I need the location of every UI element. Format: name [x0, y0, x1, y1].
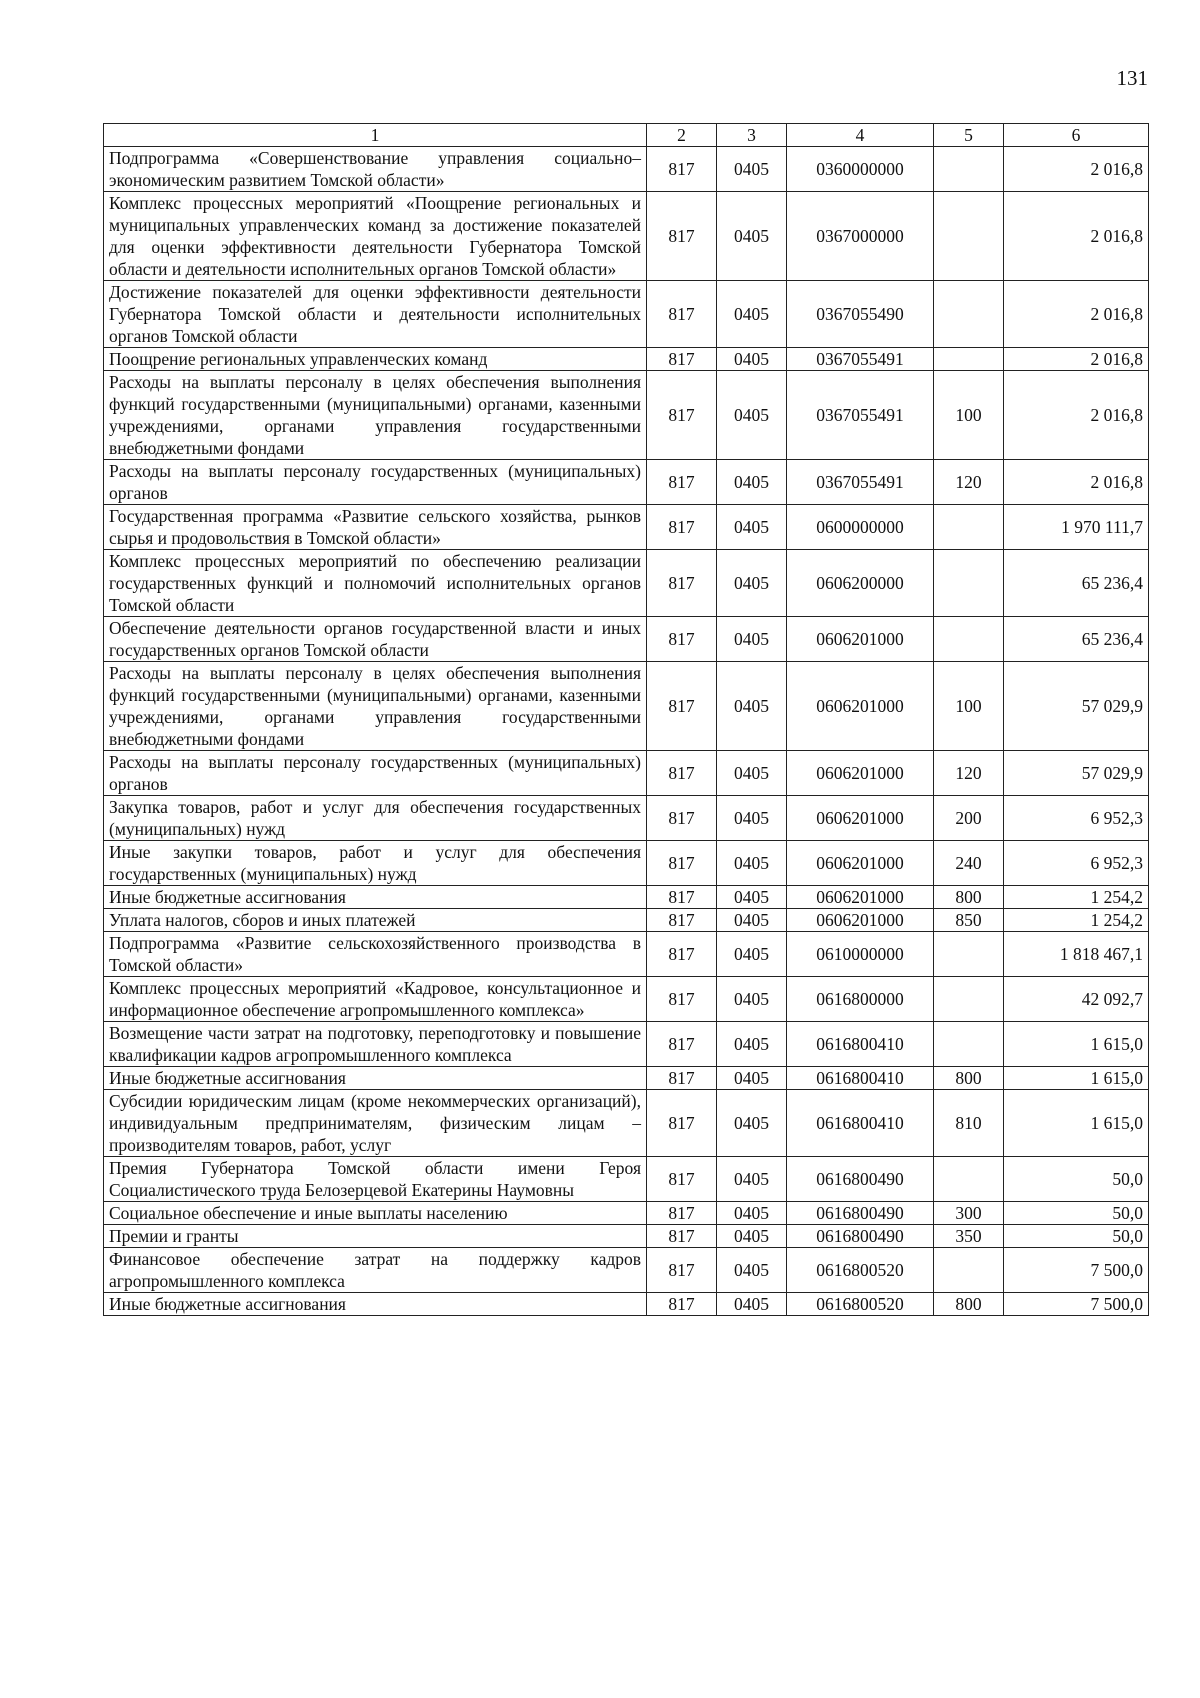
- ved-code-cell: 817: [647, 505, 717, 550]
- amount-cell: 50,0: [1004, 1225, 1149, 1248]
- table-body: [104, 147, 1149, 1316]
- amount-cell: 2 016,8: [1004, 348, 1149, 371]
- expense-type-cell: 120: [934, 751, 1004, 796]
- target-code-cell: 0606201000: [787, 909, 934, 932]
- budget-table: [103, 123, 1149, 1316]
- row-name-cell: Уплата налогов, сборов и иных платежей: [104, 909, 647, 932]
- row-name-cell: Закупка товаров, работ и услуг для обеспечения государственных (муниципальных) нужд: [104, 796, 647, 841]
- row-name-cell: Иные бюджетные ассигнования: [104, 1067, 647, 1090]
- row-name-cell: Премии и гранты: [104, 1225, 647, 1248]
- column-header: 5: [934, 124, 1004, 147]
- ved-code-cell: 817: [647, 1022, 717, 1067]
- ved-code-cell: 817: [647, 550, 717, 617]
- row-name-cell: Подпрограмма «Совершенствование управления социально–экономическим развитием Томской области»: [104, 147, 647, 192]
- section-code-cell: 0405: [717, 841, 787, 886]
- amount-cell: 7 500,0: [1004, 1248, 1149, 1293]
- table-row: [104, 886, 1149, 909]
- row-name-cell: Субсидии юридическим лицам (кроме некоммерческих организаций), индивидуальным предпринимателям, физическим лицам – производителям товаров, работ, услуг: [104, 1090, 647, 1157]
- target-code-cell: 0616800490: [787, 1202, 934, 1225]
- table-row: [104, 1248, 1149, 1293]
- amount-cell: 2 016,8: [1004, 192, 1149, 281]
- column-header: 6: [1004, 124, 1149, 147]
- ved-code-cell: 817: [647, 932, 717, 977]
- row-name-cell: Расходы на выплаты персоналу государственных (муниципальных) органов: [104, 751, 647, 796]
- header-row: [104, 124, 1149, 147]
- ved-code-cell: 817: [647, 460, 717, 505]
- table-row: [104, 796, 1149, 841]
- expense-type-cell: [934, 1248, 1004, 1293]
- row-name-cell: Достижение показателей для оценки эффективности деятельности Губернатора Томской области и деятельности исполнительных органов Томской области: [104, 281, 647, 348]
- expense-type-cell: 810: [934, 1090, 1004, 1157]
- section-code-cell: 0405: [717, 1293, 787, 1316]
- column-header: 3: [717, 124, 787, 147]
- page-number: 131: [1116, 66, 1148, 90]
- section-code-cell: 0405: [717, 977, 787, 1022]
- table-row: [104, 909, 1149, 932]
- amount-cell: 2 016,8: [1004, 281, 1149, 348]
- table-row: [104, 932, 1149, 977]
- amount-cell: 1 254,2: [1004, 886, 1149, 909]
- target-code-cell: 0606201000: [787, 751, 934, 796]
- expense-type-cell: [934, 281, 1004, 348]
- amount-cell: 6 952,3: [1004, 796, 1149, 841]
- table-row: [104, 1090, 1149, 1157]
- amount-cell: 1 254,2: [1004, 909, 1149, 932]
- row-name-cell: Комплекс процессных мероприятий «Поощрение региональных и муниципальных управленческих команд за достижение показателей для оценки эффективности деятельности Губернатора Томской области и деятельности исполнительных органов Томской области»: [104, 192, 647, 281]
- expense-type-cell: 100: [934, 371, 1004, 460]
- amount-cell: 1 615,0: [1004, 1022, 1149, 1067]
- expense-type-cell: [934, 617, 1004, 662]
- table-row: [104, 617, 1149, 662]
- row-name-cell: Подпрограмма «Развитие сельскохозяйственного производства в Томской области»: [104, 932, 647, 977]
- column-header: 2: [647, 124, 717, 147]
- section-code-cell: 0405: [717, 281, 787, 348]
- ved-code-cell: 817: [647, 751, 717, 796]
- row-name-cell: Государственная программа «Развитие сельского хозяйства, рынков сырья и продовольствия в Томской области»: [104, 505, 647, 550]
- table-row: [104, 371, 1149, 460]
- expense-type-cell: 100: [934, 662, 1004, 751]
- amount-cell: 57 029,9: [1004, 751, 1149, 796]
- target-code-cell: 0367055490: [787, 281, 934, 348]
- target-code-cell: 0606201000: [787, 617, 934, 662]
- ved-code-cell: 817: [647, 796, 717, 841]
- target-code-cell: 0367055491: [787, 460, 934, 505]
- row-name-cell: Социальное обеспечение и иные выплаты населению: [104, 1202, 647, 1225]
- amount-cell: 1 818 467,1: [1004, 932, 1149, 977]
- expense-type-cell: 240: [934, 841, 1004, 886]
- ved-code-cell: 817: [647, 348, 717, 371]
- target-code-cell: 0616800000: [787, 977, 934, 1022]
- row-name-cell: Премия Губернатора Томской области имени Героя Социалистического труда Белозерцевой Екатерины Наумовны: [104, 1157, 647, 1202]
- expense-type-cell: [934, 192, 1004, 281]
- ved-code-cell: 817: [647, 371, 717, 460]
- row-name-cell: Комплекс процессных мероприятий по обеспечению реализации государственных функций и полномочий исполнительных органов Томской области: [104, 550, 647, 617]
- expense-type-cell: [934, 505, 1004, 550]
- row-name-cell: Расходы на выплаты персоналу государственных (муниципальных) органов: [104, 460, 647, 505]
- table-row: [104, 841, 1149, 886]
- expense-type-cell: 350: [934, 1225, 1004, 1248]
- amount-cell: 65 236,4: [1004, 617, 1149, 662]
- expense-type-cell: 800: [934, 1067, 1004, 1090]
- table-row: [104, 1202, 1149, 1225]
- expense-type-cell: [934, 147, 1004, 192]
- section-code-cell: 0405: [717, 1067, 787, 1090]
- target-code-cell: 0616800410: [787, 1090, 934, 1157]
- row-name-cell: Поощрение региональных управленческих команд: [104, 348, 647, 371]
- row-name-cell: Иные закупки товаров, работ и услуг для обеспечения государственных (муниципальных) нужд: [104, 841, 647, 886]
- amount-cell: 2 016,8: [1004, 460, 1149, 505]
- target-code-cell: 0606201000: [787, 841, 934, 886]
- ved-code-cell: 817: [647, 886, 717, 909]
- amount-cell: 6 952,3: [1004, 841, 1149, 886]
- section-code-cell: 0405: [717, 932, 787, 977]
- amount-cell: 1 615,0: [1004, 1067, 1149, 1090]
- table-row: [104, 977, 1149, 1022]
- section-code-cell: 0405: [717, 192, 787, 281]
- table-row: [104, 1022, 1149, 1067]
- table-row: [104, 751, 1149, 796]
- row-name-cell: Комплекс процессных мероприятий «Кадровое, консультационное и информационное обеспечение агропромышленного комплекса»: [104, 977, 647, 1022]
- table-row: [104, 1293, 1149, 1316]
- row-name-cell: Расходы на выплаты персоналу в целях обеспечения выполнения функций государственными (муниципальными) органами, казенными учреждениями, органами управления государственными внебюджетными фондами: [104, 662, 647, 751]
- ved-code-cell: 817: [647, 662, 717, 751]
- target-code-cell: 0360000000: [787, 147, 934, 192]
- section-code-cell: 0405: [717, 1248, 787, 1293]
- row-name-cell: Иные бюджетные ассигнования: [104, 886, 647, 909]
- table-row: [104, 192, 1149, 281]
- expense-type-cell: [934, 1157, 1004, 1202]
- ved-code-cell: 817: [647, 281, 717, 348]
- target-code-cell: 0606201000: [787, 886, 934, 909]
- ved-code-cell: 817: [647, 1202, 717, 1225]
- row-name-cell: Финансовое обеспечение затрат на поддержку кадров агропромышленного комплекса: [104, 1248, 647, 1293]
- ved-code-cell: 817: [647, 1067, 717, 1090]
- row-name-cell: Обеспечение деятельности органов государственной власти и иных государственных органов Томской области: [104, 617, 647, 662]
- target-code-cell: 0616800520: [787, 1293, 934, 1316]
- amount-cell: 7 500,0: [1004, 1293, 1149, 1316]
- table-row: [104, 147, 1149, 192]
- ved-code-cell: 817: [647, 1157, 717, 1202]
- expense-type-cell: 850: [934, 909, 1004, 932]
- amount-cell: 2 016,8: [1004, 371, 1149, 460]
- table-row: [104, 550, 1149, 617]
- table-row: [104, 1067, 1149, 1090]
- target-code-cell: 0606201000: [787, 796, 934, 841]
- table-row: [104, 348, 1149, 371]
- target-code-cell: 0616800410: [787, 1067, 934, 1090]
- target-code-cell: 0606200000: [787, 550, 934, 617]
- table-row: [104, 662, 1149, 751]
- section-code-cell: 0405: [717, 371, 787, 460]
- section-code-cell: 0405: [717, 796, 787, 841]
- section-code-cell: 0405: [717, 1225, 787, 1248]
- amount-cell: 50,0: [1004, 1157, 1149, 1202]
- ved-code-cell: 817: [647, 909, 717, 932]
- row-name-cell: Иные бюджетные ассигнования: [104, 1293, 647, 1316]
- target-code-cell: 0610000000: [787, 932, 934, 977]
- expense-type-cell: 800: [934, 1293, 1004, 1316]
- ved-code-cell: 817: [647, 841, 717, 886]
- expense-type-cell: 800: [934, 886, 1004, 909]
- ved-code-cell: 817: [647, 147, 717, 192]
- target-code-cell: 0600000000: [787, 505, 934, 550]
- target-code-cell: 0367000000: [787, 192, 934, 281]
- amount-cell: 65 236,4: [1004, 550, 1149, 617]
- target-code-cell: 0367055491: [787, 348, 934, 371]
- ved-code-cell: 817: [647, 192, 717, 281]
- table-row: [104, 1157, 1149, 1202]
- expense-type-cell: [934, 550, 1004, 617]
- expense-type-cell: [934, 932, 1004, 977]
- ved-code-cell: 817: [647, 1248, 717, 1293]
- amount-cell: 2 016,8: [1004, 147, 1149, 192]
- section-code-cell: 0405: [717, 886, 787, 909]
- target-code-cell: 0606201000: [787, 662, 934, 751]
- target-code-cell: 0616800410: [787, 1022, 934, 1067]
- target-code-cell: 0616800490: [787, 1157, 934, 1202]
- expense-type-cell: 200: [934, 796, 1004, 841]
- section-code-cell: 0405: [717, 1157, 787, 1202]
- ved-code-cell: 817: [647, 617, 717, 662]
- section-code-cell: 0405: [717, 617, 787, 662]
- ved-code-cell: 817: [647, 1225, 717, 1248]
- target-code-cell: 0616800490: [787, 1225, 934, 1248]
- amount-cell: 1 970 111,7: [1004, 505, 1149, 550]
- expense-type-cell: 120: [934, 460, 1004, 505]
- ved-code-cell: 817: [647, 1090, 717, 1157]
- target-code-cell: 0616800520: [787, 1248, 934, 1293]
- expense-type-cell: 300: [934, 1202, 1004, 1225]
- amount-cell: 50,0: [1004, 1202, 1149, 1225]
- amount-cell: 57 029,9: [1004, 662, 1149, 751]
- amount-cell: 1 615,0: [1004, 1090, 1149, 1157]
- section-code-cell: 0405: [717, 348, 787, 371]
- column-header: 1: [104, 124, 647, 147]
- section-code-cell: 0405: [717, 662, 787, 751]
- section-code-cell: 0405: [717, 1090, 787, 1157]
- table-row: [104, 505, 1149, 550]
- table-row: [104, 1225, 1149, 1248]
- ved-code-cell: 817: [647, 977, 717, 1022]
- column-header: 4: [787, 124, 934, 147]
- section-code-cell: 0405: [717, 550, 787, 617]
- expense-type-cell: [934, 348, 1004, 371]
- section-code-cell: 0405: [717, 1022, 787, 1067]
- expense-type-cell: [934, 977, 1004, 1022]
- row-name-cell: Расходы на выплаты персоналу в целях обеспечения выполнения функций государственными (муниципальными) органами, казенными учреждениями, органами управления государственными внебюджетными фондами: [104, 371, 647, 460]
- table-row: [104, 281, 1149, 348]
- target-code-cell: 0367055491: [787, 371, 934, 460]
- table-row: [104, 460, 1149, 505]
- amount-cell: 42 092,7: [1004, 977, 1149, 1022]
- section-code-cell: 0405: [717, 1202, 787, 1225]
- section-code-cell: 0405: [717, 751, 787, 796]
- section-code-cell: 0405: [717, 147, 787, 192]
- row-name-cell: Возмещение части затрат на подготовку, переподготовку и повышение квалификации кадров агропромышленного комплекса: [104, 1022, 647, 1067]
- expense-type-cell: [934, 1022, 1004, 1067]
- section-code-cell: 0405: [717, 505, 787, 550]
- section-code-cell: 0405: [717, 909, 787, 932]
- ved-code-cell: 817: [647, 1293, 717, 1316]
- section-code-cell: 0405: [717, 460, 787, 505]
